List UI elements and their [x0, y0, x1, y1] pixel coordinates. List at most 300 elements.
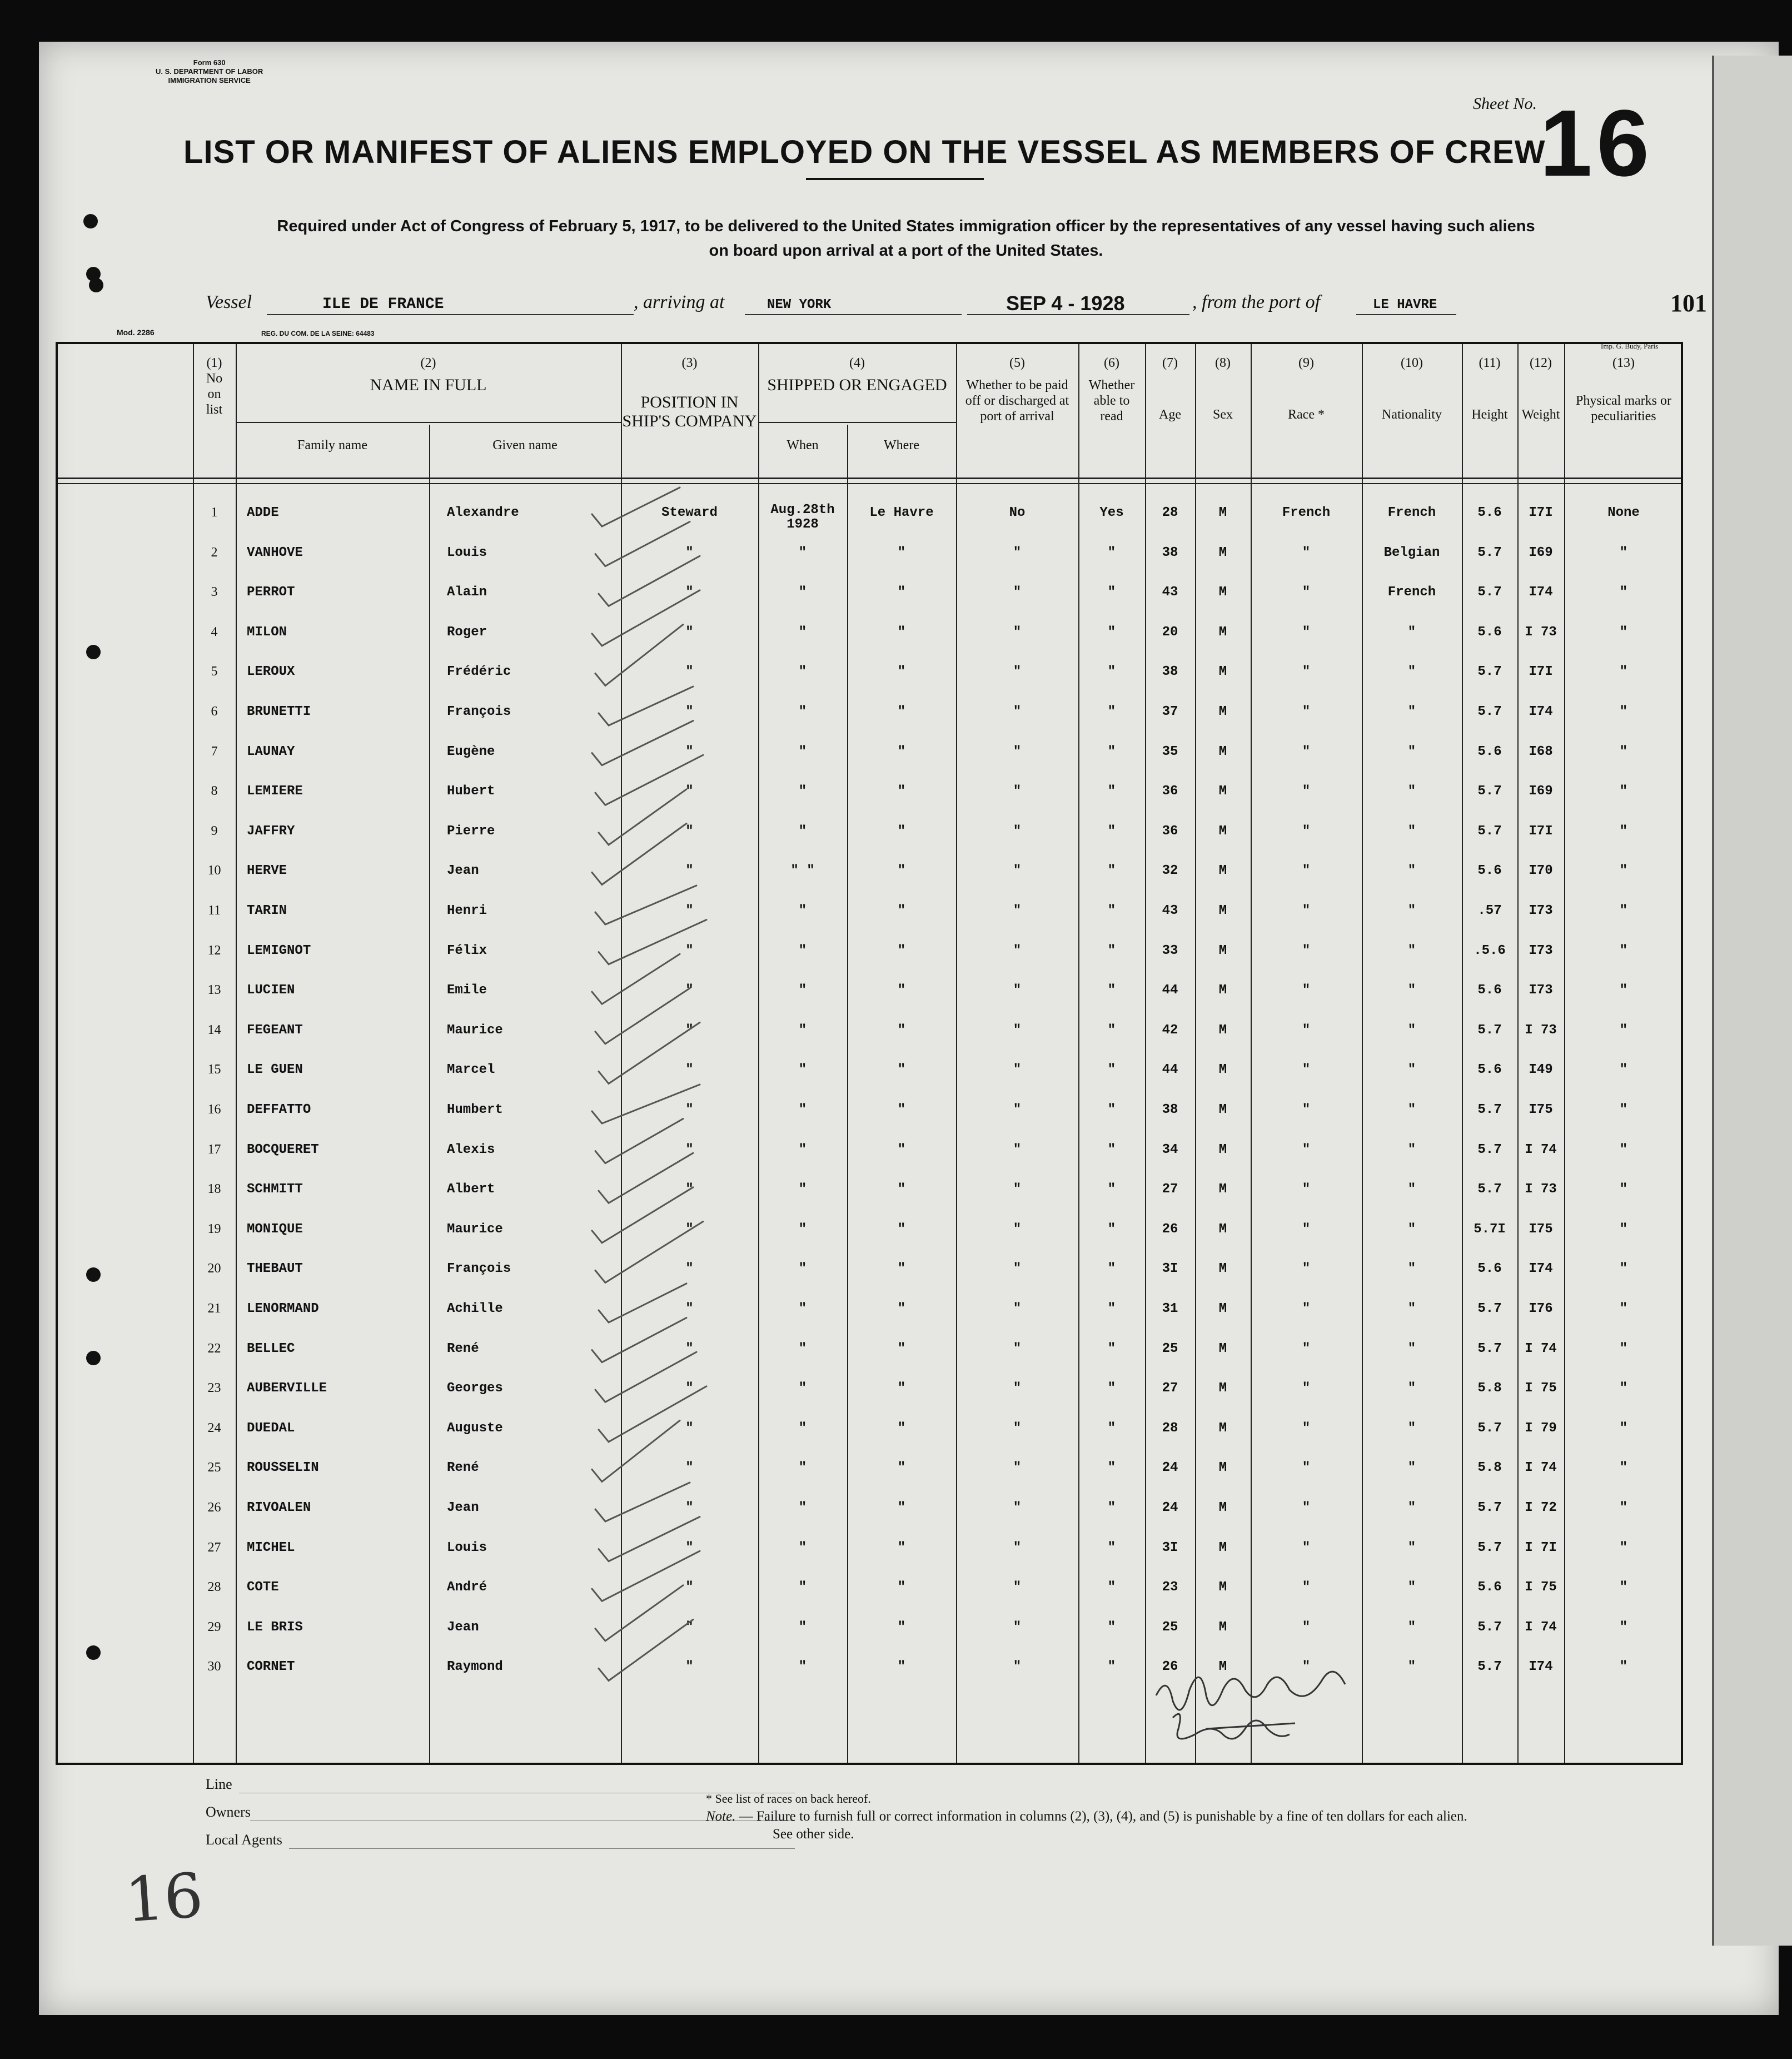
from-label: , from the port of [1192, 292, 1321, 312]
cell-marks: " [1619, 704, 1628, 719]
cell-family: JAFFRY [247, 823, 295, 839]
cell-family: LEMIERE [247, 784, 303, 799]
cell-given: Emile [447, 983, 487, 998]
cell-sex: M [1218, 704, 1227, 719]
cell-age: 38 [1162, 664, 1178, 680]
check-mark [599, 687, 693, 725]
cell-when: " " [790, 863, 815, 879]
cell-family: BOCQUERET [247, 1142, 319, 1157]
page-title: LIST OR MANIFEST OF ALIENS EMPLOYED ON THE VESSEL AS MEMBERS OF CREW [183, 134, 1546, 170]
cell-sex: M [1218, 545, 1227, 560]
cell-position: " [685, 624, 694, 640]
cell-family: PERROT [247, 585, 295, 600]
col8-num: (8) [1215, 356, 1231, 370]
cell-race: " [1302, 1420, 1311, 1436]
cell-where: " [897, 1022, 906, 1038]
cell-where: " [897, 1420, 906, 1436]
cell-read: " [1107, 1619, 1116, 1635]
cell-paid: " [1013, 1182, 1022, 1197]
cell-race: " [1302, 1062, 1311, 1078]
cell-given: Henri [447, 903, 487, 918]
cell-sex: M [1218, 1381, 1227, 1396]
cell-height: 5.6 [1477, 505, 1502, 520]
cell-weight: I49 [1529, 1062, 1553, 1078]
cell-race: " [1302, 1619, 1311, 1635]
vessel-name: ILE DE FRANCE [322, 296, 444, 313]
cell-position: " [685, 1062, 694, 1078]
cell-height: 5.8 [1477, 1381, 1502, 1396]
col13-num: (13) [1612, 356, 1635, 370]
cell-family: AUBERVILLE [247, 1381, 327, 1396]
cell-paid: " [1013, 1062, 1022, 1078]
cell-family: DEFFATTO [247, 1102, 311, 1117]
cell-nat: " [1407, 1022, 1416, 1038]
cell-when: " [798, 1381, 807, 1396]
cell-when: " [798, 1221, 807, 1237]
cell-race: " [1302, 664, 1311, 680]
cell-no: 25 [207, 1460, 221, 1475]
cell-read: " [1107, 585, 1116, 600]
col10-num: (10) [1401, 356, 1423, 370]
cell-given: Raymond [447, 1659, 503, 1675]
cell-marks: " [1619, 943, 1628, 958]
cell-when: " [798, 1182, 807, 1197]
cell-nat: " [1407, 1659, 1416, 1675]
cell-read: " [1107, 1102, 1116, 1117]
cell-no: 2 [211, 545, 218, 560]
cell-sex: M [1218, 983, 1227, 998]
cell-weight: I75 [1529, 1102, 1553, 1117]
cell-where: " [897, 1341, 906, 1356]
cell-where: " [897, 823, 906, 839]
cell-paid: " [1013, 1460, 1022, 1476]
cell-when: " [798, 585, 807, 600]
department: U. S. DEPARTMENT OF LABOR [156, 67, 263, 76]
cell-read: " [1107, 1062, 1116, 1078]
cell-age: 23 [1162, 1580, 1178, 1595]
col12-title: Weight [1521, 407, 1560, 422]
note-text: — Failure to furnish full or correct information in columns (2), (3), (4), and (5) is punishable by a fine of ten dollars for each alien. [739, 1809, 1467, 1824]
cell-race: " [1302, 1261, 1311, 1277]
cell-family: VANHOVE [247, 545, 303, 560]
cell-given: Alexandre [447, 505, 519, 520]
cell-weight: I 74 [1525, 1460, 1557, 1476]
agents-underline [289, 1848, 795, 1849]
cell-sex: M [1218, 823, 1227, 839]
cell-marks: " [1619, 1182, 1628, 1197]
cell-age: 28 [1162, 1420, 1178, 1436]
cell-height: 5.7 [1477, 585, 1502, 600]
cell-sex: M [1218, 1619, 1227, 1635]
cell-sex: M [1218, 1500, 1227, 1515]
cell-nat: " [1407, 1261, 1416, 1277]
check-mark [599, 1284, 686, 1322]
family-name-header: Family name [297, 438, 367, 452]
col10-title: Nationality [1382, 407, 1442, 422]
cell-family: FEGEANT [247, 1022, 303, 1038]
cell-when: " [798, 704, 807, 719]
cell-paid: " [1013, 903, 1022, 918]
given-name-header: Given name [492, 438, 557, 452]
cell-given: René [447, 1460, 479, 1476]
cell-sex: M [1218, 664, 1227, 680]
cell-no: 22 [207, 1341, 221, 1356]
cell-where: " [897, 1619, 906, 1635]
cell-weight: I73 [1529, 983, 1553, 998]
cell-when: " [798, 903, 807, 918]
cell-given: Humbert [447, 1102, 503, 1117]
cell-race: French [1282, 505, 1331, 520]
where-header: Where [884, 438, 919, 452]
cell-read: " [1107, 1142, 1116, 1157]
cell-paid: " [1013, 1659, 1022, 1675]
cell-no: 14 [207, 1022, 221, 1037]
cell-given: Marcel [447, 1062, 495, 1078]
registration: REG. DU COM. DE LA SEINE: 64483 [261, 330, 375, 337]
cell-age: 28 [1162, 505, 1178, 520]
cell-age: 27 [1162, 1381, 1178, 1396]
cell-when: " [798, 1460, 807, 1476]
cell-when: " [798, 664, 807, 680]
check-mark [592, 1187, 693, 1243]
cell-nat: " [1407, 1182, 1416, 1197]
cell-read: " [1107, 1301, 1116, 1316]
form-number: Form 630 [193, 58, 226, 67]
cell-where: " [897, 1221, 906, 1237]
cell-given: Auguste [447, 1420, 503, 1436]
cell-where: " [897, 1540, 906, 1555]
cell-height: 5.6 [1477, 1062, 1502, 1078]
cell-age: 43 [1162, 585, 1178, 600]
cell-weight: I7I [1529, 823, 1553, 839]
cell-weight: I 74 [1525, 1142, 1557, 1157]
cell-no: 13 [207, 983, 221, 998]
cell-family: LAUNAY [247, 744, 295, 759]
cell-position: " [685, 1142, 694, 1157]
col13-title: Physical marks or peculiarities [1576, 394, 1671, 424]
cell-sex: M [1218, 1580, 1227, 1595]
cell-position: " [685, 1102, 694, 1117]
check-mark [592, 590, 700, 646]
cell-marks: " [1619, 903, 1628, 918]
cell-read: " [1107, 704, 1116, 719]
col4-num: (4) [849, 356, 865, 370]
check-mark [599, 1386, 706, 1442]
cell-race: " [1302, 943, 1311, 958]
cell-no: 11 [207, 903, 221, 918]
cell-no: 7 [211, 744, 218, 759]
cell-where: " [897, 585, 906, 600]
cell-where: " [897, 863, 906, 879]
cell-race: " [1302, 823, 1311, 839]
cell-given: François [447, 704, 511, 719]
col6-num: (6) [1104, 356, 1119, 370]
cell-nat: Belgian [1383, 545, 1440, 560]
cell-marks: " [1619, 1062, 1628, 1078]
cell-age: 44 [1162, 983, 1178, 998]
cell-marks: " [1619, 1619, 1628, 1635]
cell-no: 24 [207, 1420, 221, 1435]
col9-num: (9) [1298, 356, 1314, 370]
cell-height: 5.7 [1477, 1500, 1502, 1515]
cell-race: " [1302, 1381, 1311, 1396]
cell-when: " [798, 1022, 807, 1038]
cell-given: Achille [447, 1301, 503, 1316]
col6-title: Whether able to read [1088, 378, 1135, 424]
cell-height: 5.7 [1477, 1102, 1502, 1117]
cell-where: " [897, 1102, 906, 1117]
cell-race: " [1302, 1301, 1311, 1316]
cell-when: " [798, 943, 807, 958]
cell-nat: " [1407, 1540, 1416, 1555]
cell-family: COTE [247, 1580, 279, 1595]
col7-title: Age [1159, 407, 1181, 422]
cell-weight: I75 [1529, 1221, 1553, 1237]
cell-weight: I76 [1529, 1301, 1553, 1316]
cell-read: " [1107, 983, 1116, 998]
cell-sex: M [1218, 744, 1227, 759]
cell-where: " [897, 784, 906, 799]
cell-when: " [798, 1341, 807, 1356]
cell-nat: " [1407, 704, 1416, 719]
cell-position: " [685, 545, 694, 560]
cell-read: " [1107, 545, 1116, 560]
cell-position: " [685, 744, 694, 759]
col3-title: POSITION IN SHIP'S COMPANY [622, 393, 757, 430]
cell-paid: " [1013, 1580, 1022, 1595]
cell-where: " [897, 1500, 906, 1515]
cell-paid: " [1013, 704, 1022, 719]
col11-num: (11) [1479, 356, 1501, 370]
cell-nat: " [1407, 1381, 1416, 1396]
cell-weight: I73 [1529, 903, 1553, 918]
cell-race: " [1302, 1500, 1311, 1515]
cell-race: " [1302, 1659, 1311, 1675]
col7-num: (7) [1162, 356, 1178, 370]
check-mark [599, 1022, 700, 1083]
cell-marks: " [1619, 1540, 1628, 1555]
cell-age: 34 [1162, 1142, 1178, 1157]
cell-height: 5.6 [1477, 863, 1502, 879]
cell-position: " [685, 1580, 694, 1595]
cell-position: " [685, 1182, 694, 1197]
cell-where: " [897, 1261, 906, 1277]
cell-read: " [1107, 823, 1116, 839]
cell-no: 9 [211, 823, 218, 838]
cell-height: 5.7 [1477, 1142, 1502, 1157]
cell-given: René [447, 1341, 479, 1356]
cell-weight: I 74 [1525, 1341, 1557, 1356]
cell-given: Pierre [447, 823, 495, 839]
cell-marks: " [1619, 1460, 1628, 1476]
cell-weight: I7I [1529, 664, 1553, 680]
cell-paid: " [1013, 1022, 1022, 1038]
cell-no: 15 [207, 1062, 221, 1077]
cell-when: " [798, 1261, 807, 1277]
cell-when: " [798, 1142, 807, 1157]
cell-race: " [1302, 704, 1311, 719]
cell-age: 24 [1162, 1460, 1178, 1476]
col2-num: (2) [420, 356, 436, 370]
cell-marks: " [1619, 1221, 1628, 1237]
cell-read: Yes [1099, 505, 1124, 520]
cell-position: " [685, 1221, 694, 1237]
cell-given: Eugène [447, 744, 495, 759]
cell-family: LE GUEN [247, 1062, 303, 1078]
cell-no: 12 [207, 943, 221, 958]
cell-paid: " [1013, 784, 1022, 799]
cell-paid: " [1013, 1619, 1022, 1635]
cell-paid: " [1013, 983, 1022, 998]
cell-weight: I73 [1529, 943, 1553, 958]
check-mark [592, 1551, 700, 1601]
cell-marks: " [1619, 624, 1628, 640]
from-port: LE HAVRE [1373, 297, 1437, 312]
cell-age: 3I [1162, 1261, 1178, 1277]
cell-no: 10 [207, 863, 221, 878]
cell-nat: French [1387, 585, 1436, 600]
subtitle-line-2: on board upon arrival at a port of the United States. [709, 242, 1103, 260]
col5-title: Whether to be paid off or discharged at port of arrival [965, 378, 1069, 424]
cell-race: " [1302, 983, 1311, 998]
cell-weight: I 75 [1525, 1381, 1557, 1396]
cell-no: 5 [211, 664, 218, 679]
cell-height: 5.7I [1474, 1221, 1506, 1237]
cell-when: " [798, 1062, 807, 1078]
cell-read: " [1107, 1261, 1116, 1277]
cell-height: 5.7 [1477, 784, 1502, 799]
cell-paid: " [1013, 1102, 1022, 1117]
cell-sex: M [1218, 1261, 1227, 1277]
col2-title: NAME IN FULL [370, 376, 487, 394]
cell-weight: I 73 [1525, 1182, 1557, 1197]
cell-when: " [798, 1659, 807, 1675]
cell-height: 5.6 [1477, 1580, 1502, 1595]
subtitle-line-1: Required under Act of Congress of February 5, 1917, to be delivered to the United States immigration officer by the representatives of any vessel having such aliens [277, 217, 1535, 235]
cell-position: " [685, 1420, 694, 1436]
cell-paid: " [1013, 1500, 1022, 1515]
cell-read: " [1107, 744, 1116, 759]
cell-no: 19 [207, 1221, 221, 1236]
cell-given: Roger [447, 624, 487, 640]
col12-num: (12) [1530, 356, 1552, 370]
cell-race: " [1302, 624, 1311, 640]
cell-sex: M [1218, 784, 1227, 799]
col5-num: (5) [1009, 356, 1025, 370]
cell-nat: " [1407, 1142, 1416, 1157]
cell-height: 5.7 [1477, 1659, 1502, 1675]
cell-when: Aug.28th 1928 [770, 503, 835, 532]
cell-weight: I7I [1529, 505, 1553, 520]
cell-position: " [685, 1460, 694, 1476]
cell-race: " [1302, 545, 1311, 560]
cell-marks: " [1619, 1261, 1628, 1277]
printer: Imp. G. Budy, Paris [1601, 342, 1659, 350]
cell-marks: " [1619, 1659, 1628, 1675]
cell-sex: M [1218, 1062, 1227, 1078]
cell-given: Louis [447, 545, 487, 560]
cell-nat: " [1407, 624, 1416, 640]
cell-when: " [798, 545, 807, 560]
cell-no: 18 [207, 1182, 221, 1197]
cell-read: " [1107, 903, 1116, 918]
cell-weight: I74 [1529, 1261, 1553, 1277]
cell-weight: I69 [1529, 784, 1553, 799]
cell-height: 5.7 [1477, 704, 1502, 719]
mod-number: Mod. 2286 [117, 328, 155, 337]
cell-given: Albert [447, 1182, 495, 1197]
cell-when: " [798, 784, 807, 799]
service: IMMIGRATION SERVICE [168, 76, 251, 84]
cell-given: Jean [447, 1500, 479, 1515]
cell-nat: " [1407, 1619, 1416, 1635]
cell-paid: " [1013, 1221, 1022, 1237]
check-mark [599, 1619, 693, 1680]
cell-position: " [685, 1659, 694, 1675]
cell-weight: I 7I [1525, 1540, 1557, 1555]
cell-race: " [1302, 903, 1311, 918]
cell-height: 5.7 [1477, 823, 1502, 839]
cell-where: " [897, 1062, 906, 1078]
handwritten-page-number: 16 [122, 1859, 206, 1936]
cell-position: " [685, 823, 694, 839]
cell-height: 5.6 [1477, 983, 1502, 998]
cell-paid: " [1013, 1420, 1022, 1436]
cell-nat: " [1407, 1580, 1416, 1595]
cell-race: " [1302, 863, 1311, 879]
cell-age: 36 [1162, 823, 1178, 839]
cell-read: " [1107, 1022, 1116, 1038]
cell-where: " [897, 624, 906, 640]
cell-paid: " [1013, 585, 1022, 600]
cell-when: " [798, 1500, 807, 1515]
cell-given: Hubert [447, 784, 495, 799]
cell-where: " [897, 903, 906, 918]
check-mark [592, 1085, 700, 1123]
cell-read: " [1107, 1500, 1116, 1515]
cell-age: 27 [1162, 1182, 1178, 1197]
cell-no: 6 [211, 704, 218, 719]
cell-marks: " [1619, 1341, 1628, 1356]
cell-nat: " [1407, 823, 1416, 839]
cell-nat: " [1407, 983, 1416, 998]
cell-paid: " [1013, 744, 1022, 759]
races-note: * See list of races on back hereof. [706, 1792, 871, 1806]
cell-marks: None [1607, 505, 1640, 520]
cell-read: " [1107, 1540, 1116, 1555]
when-header: When [787, 438, 819, 452]
check-mark [595, 1221, 703, 1282]
cell-height: 5.7 [1477, 664, 1502, 680]
arrival-date: SEP 4 - 1928 [1006, 292, 1125, 315]
col1-title: No on list [206, 371, 223, 417]
cell-age: 33 [1162, 943, 1178, 958]
cell-race: " [1302, 1142, 1311, 1157]
cell-height: 5.6 [1477, 624, 1502, 640]
cell-given: Alexis [447, 1142, 495, 1157]
cell-age: 42 [1162, 1022, 1178, 1038]
cell-when: " [798, 1301, 807, 1316]
cell-height: 5.7 [1477, 1619, 1502, 1635]
cell-age: 31 [1162, 1301, 1178, 1316]
fine-note [706, 1808, 1684, 1826]
check-mark [592, 1420, 680, 1481]
cell-where: " [897, 1381, 906, 1396]
cell-height: 5.7 [1477, 1301, 1502, 1316]
cell-weight: I69 [1529, 545, 1553, 560]
cell-family: HERVE [247, 863, 287, 879]
cell-age: 3I [1162, 1540, 1178, 1555]
